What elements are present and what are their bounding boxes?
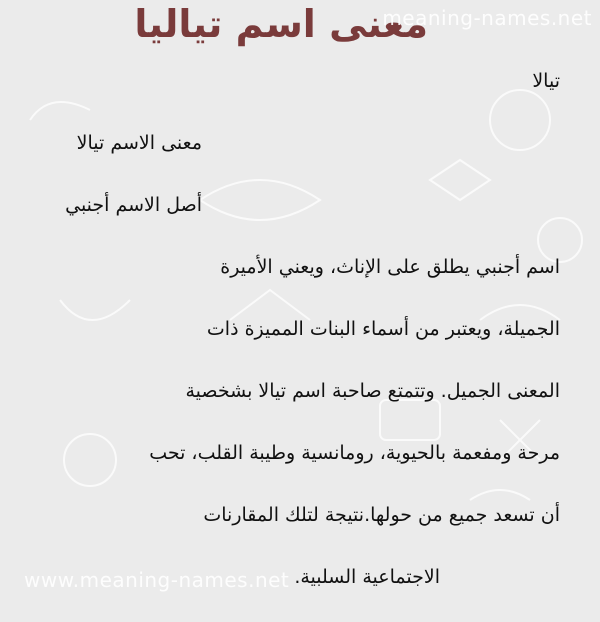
description-line-1: اسم أجنبي يطلق على الإناث، ويعني الأميرة xyxy=(220,256,560,278)
content-body xyxy=(40,64,560,622)
page-title: معنى اسم تياليا xyxy=(134,2,428,46)
watermark-bottom: www.meaning-names.net xyxy=(24,568,290,592)
name-text: تيالا xyxy=(532,70,560,92)
origin-label: أصل الاسم أجنبي xyxy=(65,194,202,216)
watermark-top: meaning-names.net xyxy=(382,6,592,30)
description-line-3: المعنى الجميل. وتتمتع صاحبة اسم تيالا بشخصية xyxy=(185,380,560,402)
description-line-2: الجميلة، ويعتبر من أسماء البنات المميزة ذات xyxy=(206,318,560,340)
description-line-6: الاجتماعية السلبية. xyxy=(294,566,440,588)
meaning-label: معنى الاسم تيالا xyxy=(76,132,202,154)
description-line-4: مرحة ومفعمة بالحيوية، رومانسية وطيبة القلب، تحب xyxy=(149,442,560,464)
header xyxy=(0,0,600,52)
description-line-5: أن تسعد جميع من حولها.نتيجة لتلك المقارنات xyxy=(203,504,560,526)
